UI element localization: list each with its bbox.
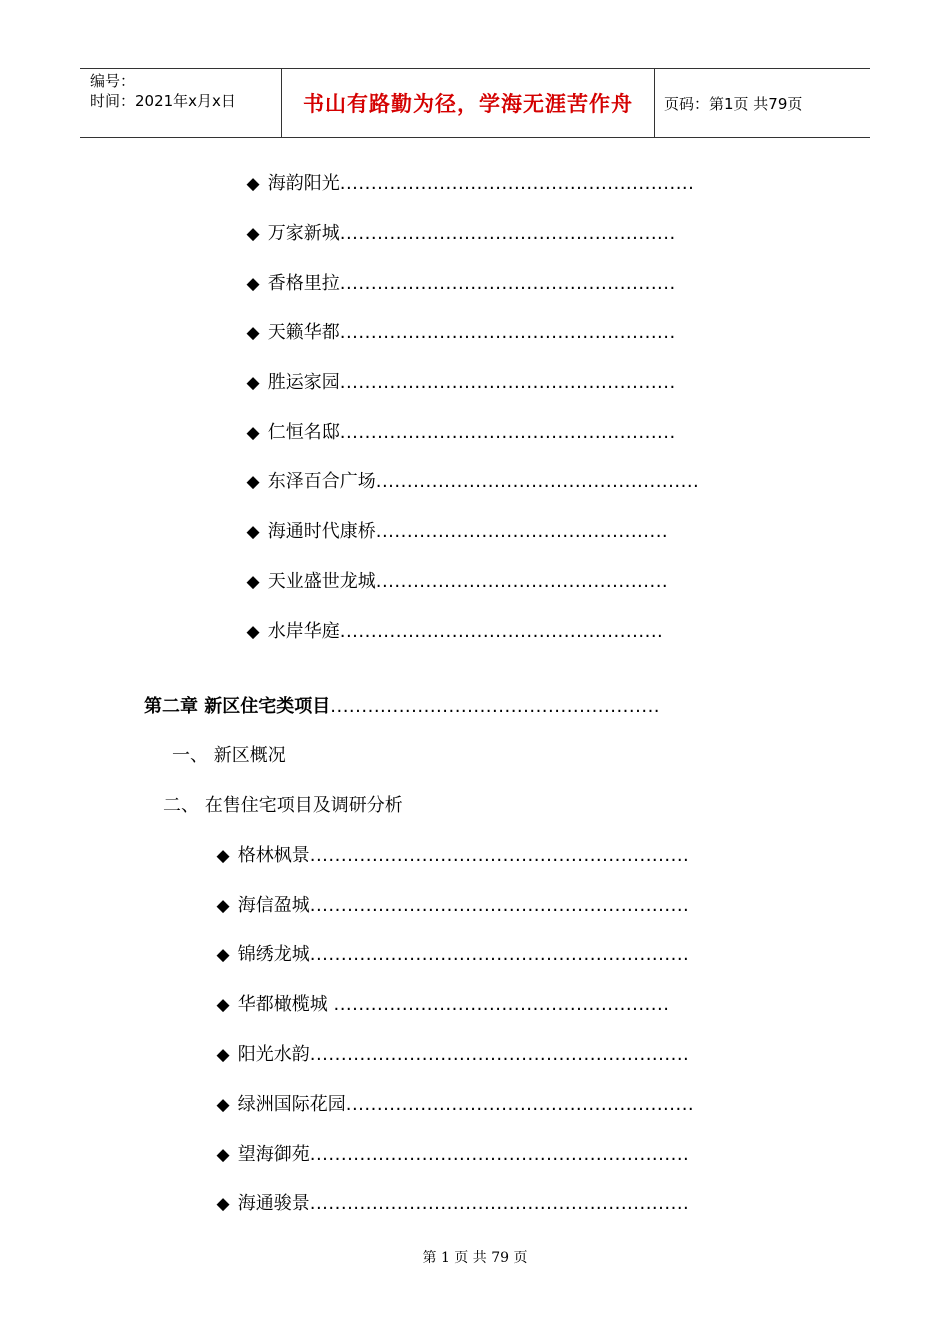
toc-entry-title: 仁恒名邸 (267, 422, 340, 443)
diamond-bullet-icon: ◆ (246, 323, 260, 343)
section-heading: 一、 新区概况 (172, 745, 286, 766)
diamond-bullet-icon: ◆ (246, 373, 260, 393)
toc-entry-title: 海韵阳光 (267, 173, 340, 194)
toc-entry (214, 1143, 689, 1167)
toc-entry (244, 371, 676, 395)
toc-entry (244, 570, 668, 594)
diamond-bullet-icon: ◆ (246, 472, 260, 492)
toc-entry-title: 望海御苑 (237, 1144, 310, 1165)
toc-entry-title: 胜运家园 (267, 372, 340, 393)
leader-dots: ...................................................... (339, 322, 676, 343)
leader-dots: ............................................................. (309, 845, 690, 866)
toc-entry-title: 万家新城 (267, 223, 340, 244)
toc-entry-title: 绿洲国际花园 (237, 1094, 346, 1115)
leader-dots: ........................................................ (345, 1094, 695, 1115)
diamond-bullet-icon: ◆ (246, 224, 260, 244)
toc-entry-title: 水岸华庭 (267, 621, 340, 642)
toc-entry (244, 272, 676, 296)
leader-dots: ...................................................... (339, 372, 676, 393)
leader-dots: ............................................................. (309, 944, 690, 965)
toc-entry-title: 东泽百合广场 (267, 471, 376, 492)
diamond-bullet-icon: ◆ (216, 1045, 230, 1065)
leader-dots: ............................................... (375, 571, 669, 592)
leader-dots: ............................................................. (309, 895, 690, 916)
leader-dots: ......................................................... (339, 173, 695, 194)
diamond-bullet-icon: ◆ (216, 1194, 230, 1214)
toc-entry (214, 1043, 689, 1067)
toc-entry-title: 格林枫景 (237, 845, 310, 866)
toc-entry-title: 海信盈城 (237, 895, 310, 916)
leader-dots: ............................................... (375, 521, 669, 542)
section-heading: 二、 在售住宅项目及调研分析 (163, 795, 403, 816)
leader-dots: .................................................... (375, 471, 700, 492)
page-info: 页码：第1页 共79页 (664, 94, 803, 113)
toc-entry-title: 海通骏景 (237, 1193, 310, 1214)
toc-entry (214, 943, 689, 967)
diamond-bullet-icon: ◆ (246, 572, 260, 592)
toc-entry (244, 321, 676, 345)
toc-entry (244, 520, 668, 544)
leader-dots: ..................................................... (330, 696, 661, 717)
leader-dots: ............................................................. (309, 1144, 690, 1165)
diamond-bullet-icon: ◆ (246, 423, 260, 443)
leader-dots: ...................................................... (333, 994, 670, 1015)
leader-dots: ...................................................... (339, 223, 676, 244)
diamond-bullet-icon: ◆ (216, 995, 230, 1015)
toc-entry (244, 620, 663, 644)
page-footer: 第 1 页 共 79 页 (422, 1250, 528, 1266)
diamond-bullet-icon: ◆ (216, 945, 230, 965)
diamond-bullet-icon: ◆ (216, 1095, 230, 1115)
number-label: 编号： (90, 72, 136, 90)
toc-entry-title: 华都橄榄城 (237, 994, 334, 1015)
toc-entry (214, 993, 669, 1017)
leader-dots: ............................................................. (309, 1193, 690, 1214)
toc-entry-title: 阳光水韵 (237, 1044, 310, 1065)
leader-dots: ...................................................... (339, 273, 676, 294)
toc-entry (244, 172, 694, 196)
toc-entry (244, 421, 676, 445)
diamond-bullet-icon: ◆ (246, 622, 260, 642)
diamond-bullet-icon: ◆ (216, 1145, 230, 1165)
toc-entry-title: 海通时代康桥 (267, 521, 376, 542)
diamond-bullet-icon: ◆ (246, 174, 260, 194)
toc-entry (244, 470, 699, 494)
toc-entry (214, 894, 689, 918)
diamond-bullet-icon: ◆ (246, 274, 260, 294)
leader-dots: ...................................................... (339, 422, 676, 443)
header-left-cell (80, 69, 282, 137)
header-motto: 书山有路勤为径，学海无涯苦作舟 (303, 92, 633, 116)
diamond-bullet-icon: ◆ (216, 846, 230, 866)
page-header (80, 68, 870, 138)
leader-dots: ............................................................. (309, 1044, 690, 1065)
toc-entry (244, 222, 676, 246)
chapter-title: 第二章 新区住宅类项目 (144, 696, 331, 717)
leader-dots: .................................................... (339, 621, 664, 642)
header-right-cell (655, 69, 870, 137)
toc-entry-title: 香格里拉 (267, 273, 340, 294)
toc-entry-title: 天业盛世龙城 (267, 571, 376, 592)
toc-entry-title: 天籁华都 (267, 322, 340, 343)
toc-entry (214, 1192, 689, 1216)
chapter-heading (144, 695, 660, 719)
header-middle-cell (282, 69, 655, 137)
toc-entry-title: 锦绣龙城 (237, 944, 310, 965)
toc-entry (214, 844, 689, 868)
toc-entry (214, 1093, 694, 1117)
time-label: 时间：2021年x月x日 (90, 92, 236, 110)
diamond-bullet-icon: ◆ (216, 896, 230, 916)
diamond-bullet-icon: ◆ (246, 522, 260, 542)
